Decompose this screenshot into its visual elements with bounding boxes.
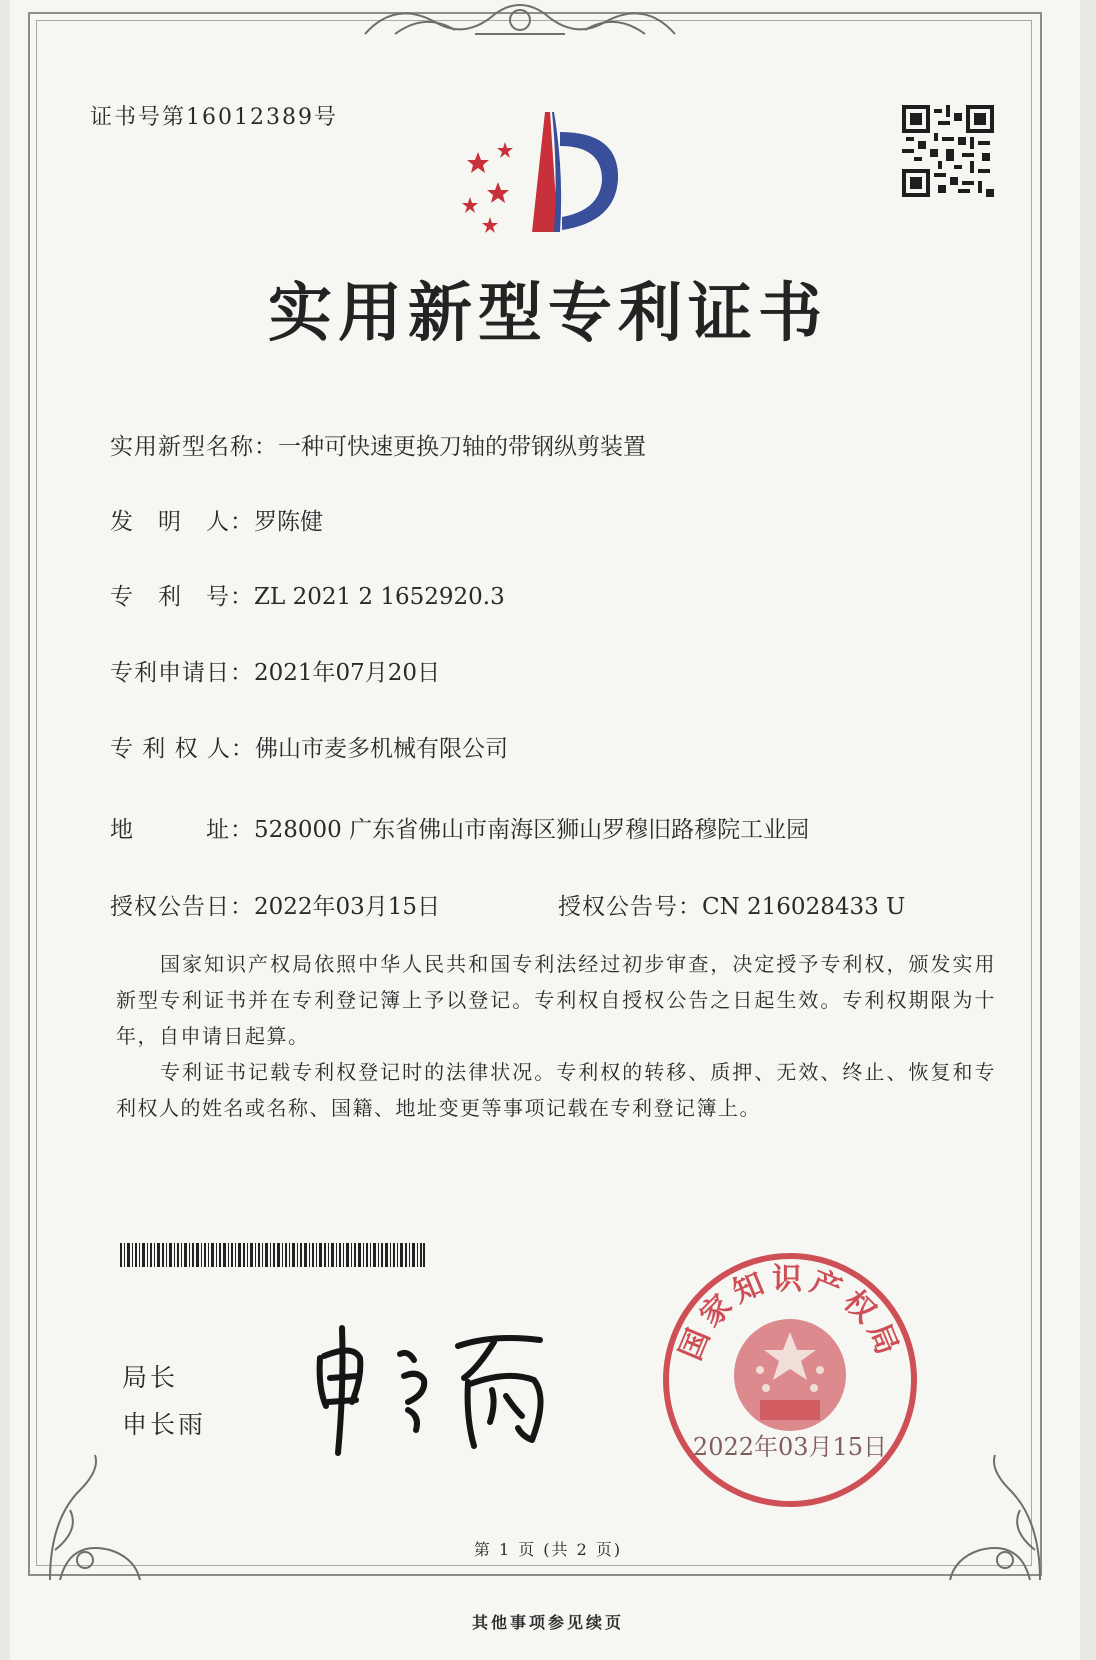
address-label: 地 址：: [110, 817, 254, 843]
patentee-label: 专 利 权 人：: [110, 736, 255, 762]
filing-date-row: [110, 654, 440, 687]
director-name: 申长雨: [122, 1410, 207, 1439]
inventor-value: 罗陈健: [254, 509, 323, 535]
patent-number-label: 专 利 号：: [110, 584, 254, 610]
grant-number-row: [558, 888, 905, 921]
grant-number-value: CN 216028433 U: [702, 894, 906, 920]
grant-number-label: 授权公告号：: [558, 894, 702, 920]
director-signature: [308, 1318, 568, 1458]
inventor-label: 发 明 人：: [110, 509, 254, 535]
certificate-title: 实用新型专利证书: [268, 277, 828, 351]
patent-number-value: ZL 2021 2 1652920.3: [254, 584, 505, 610]
patentee-row: [110, 730, 508, 763]
utility-model-name-label: 实用新型名称：: [110, 434, 278, 460]
top-ornament: [355, 0, 685, 44]
footer-note: 其他事项参见续页: [471, 1613, 624, 1632]
bottom-right-ornament: [940, 1450, 1050, 1590]
address-row: [110, 811, 809, 844]
director-title: 局长: [122, 1363, 179, 1392]
grant-date-value: 2022年03月15日: [254, 894, 441, 920]
qr-code-icon: [902, 105, 994, 197]
utility-model-name-value: 一种可快速更换刀轴的带钢纵剪装置: [278, 434, 646, 460]
grant-date-label: 授权公告日：: [110, 894, 254, 920]
filing-date-value: 2021年07月20日: [254, 660, 441, 686]
patent-number-row: [110, 578, 505, 611]
grant-paragraph: 国家知识产权局依照中华人民共和国专利法经过初步审查，决定授予专利权，颁发实用新型专利证书并在专利登记簿上予以登记。专利权自授权公告之日起生效。专利权期限为十年，自申请日起算。: [116, 952, 996, 1048]
barcode-icon: [120, 1243, 425, 1267]
page-number: 第 1 页 (共 2 页): [473, 1540, 623, 1559]
filing-date-label: 专利申请日：: [110, 660, 254, 686]
cnipa-logo-icon: [450, 102, 630, 252]
grant-date-row: [110, 888, 440, 921]
address-value: 528000 广东省佛山市南海区狮山罗穆旧路穆院工业园: [254, 817, 810, 843]
utility-model-name-row: [110, 428, 646, 461]
seal-date: 2022年03月15日: [692, 1433, 888, 1461]
legal-status-paragraph: 专利证书记载专利权登记时的法律状况。专利权的转移、质押、无效、终止、恢复和专利权人的姓名或名称、国籍、地址变更等事项记载在专利登记簿上。: [116, 1060, 996, 1120]
patentee-value: 佛山市麦多机械有限公司: [254, 736, 508, 762]
svg-text:国家知识产权局: 国家知识产权局: [673, 1261, 907, 1366]
certificate-number: 证书号第16012389号: [90, 105, 338, 130]
bottom-left-ornament: [40, 1450, 150, 1590]
official-seal: [660, 1250, 920, 1510]
inventor-row: [110, 503, 323, 536]
